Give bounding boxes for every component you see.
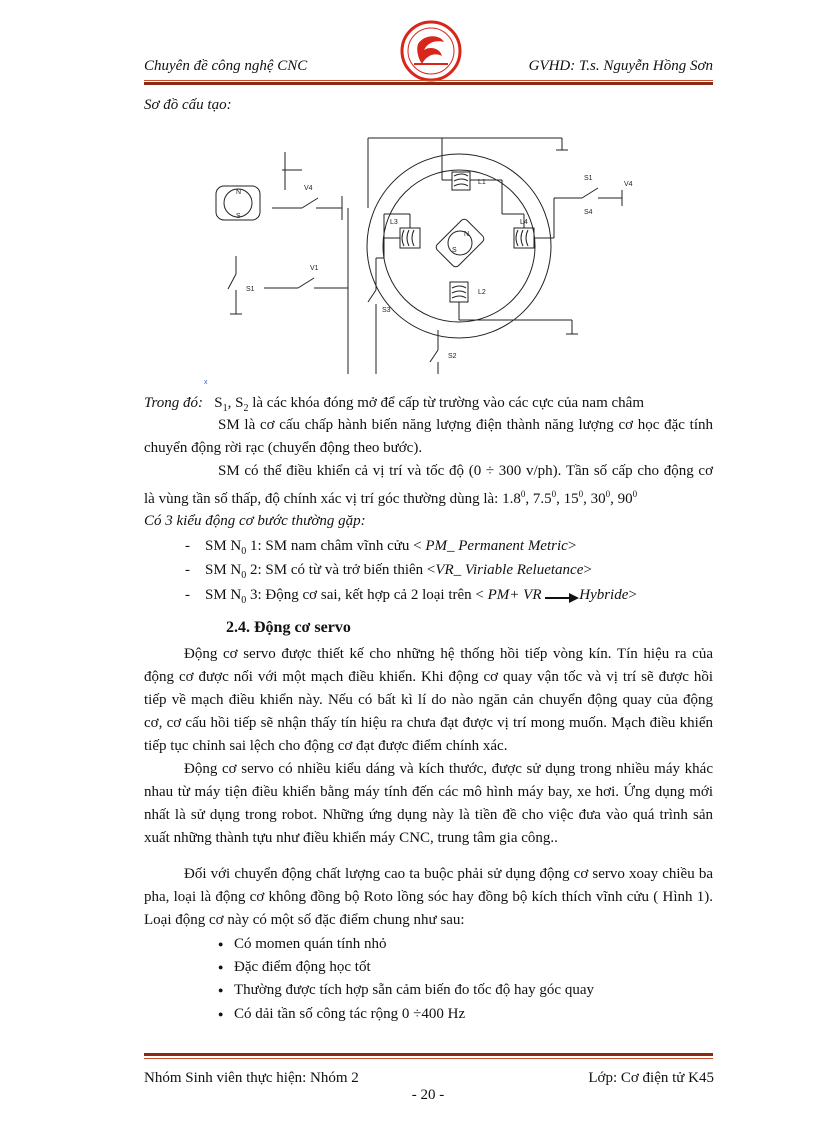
bullet-item: ● Đặc điểm động học tốt bbox=[234, 957, 371, 977]
footer-right: Lớp: Cơ điện tử K45 bbox=[588, 1070, 714, 1086]
bullet-item: ● Có dải tần số công tác rộng 0 ÷400 Hz bbox=[234, 1004, 465, 1024]
header-left-title: Chuyên đề công nghệ CNC bbox=[144, 58, 308, 74]
where-line: Trong đó: $S_1$, $S_2$ là các khóa đóng mở để cấp từ trường vào các cực của nam châm bbox=[144, 395, 644, 414]
svg-text:S: S bbox=[452, 247, 457, 254]
footer-divider bbox=[144, 1058, 713, 1059]
paragraph-servo-1: Động cơ servo được thiết kế cho những hệ thống hồi tiếp vòng kín. Tín hiệu ra của động cơ được nối với một mạch điều khiển. Khi động cơ quay vận tốc và vị trí sẽ được hồi tiếp về mạch điều khiển này. Nếu có bất kì lí do nào ngăn cản chuyển động quay của động cơ, cơ cấu hồi tiếp sẽ nhận thấy tín hiệu ra chưa đạt được vị trí mong muốn. Mạch điều khiển tiếp tục chỉnh sai lệch cho động cơ đạt được điểm chính xác. bbox=[144, 646, 713, 754]
types-heading: Có 3 kiểu động cơ bước thường gặp: bbox=[144, 513, 366, 529]
svg-text:L3: L3 bbox=[390, 219, 398, 226]
section-title: 2.4. Động cơ servo bbox=[226, 619, 351, 636]
sm-definition: SM là cơ cấu chấp hành biến năng lượng điện thành năng lượng cơ học đặc tính chuyển động rời rạc (chuyển động theo bước). bbox=[144, 417, 713, 456]
arrow-right-icon bbox=[545, 589, 579, 599]
page-number: - 20 - bbox=[411, 1087, 445, 1103]
svg-text:V4: V4 bbox=[304, 185, 313, 192]
diagram-caption: Sơ đồ cấu tạo: bbox=[144, 97, 232, 113]
svg-text:L1: L1 bbox=[478, 179, 486, 186]
svg-text:N: N bbox=[236, 189, 242, 196]
where-label: Trong đó: bbox=[144, 395, 204, 411]
stepper-motor-diagram bbox=[202, 134, 636, 386]
svg-text:N: N bbox=[464, 231, 470, 238]
bullet-item: ● Có momen quán tính nhỏ bbox=[234, 934, 387, 954]
where-text: là các khóa đóng mở để cấp từ trường vào các cực của nam châm bbox=[252, 395, 644, 411]
svg-text:L4: L4 bbox=[520, 219, 528, 226]
footer-left: Nhóm Sinh viên thực hiện: Nhóm 2 bbox=[144, 1070, 359, 1086]
svg-text:V1: V1 bbox=[310, 265, 319, 272]
svg-text:S: S bbox=[236, 213, 241, 220]
header-right-title: GVHD: T.s. Nguyễn Hồng Sơn bbox=[528, 58, 713, 74]
university-logo-icon bbox=[400, 20, 462, 82]
svg-text:S1: S1 bbox=[584, 175, 593, 182]
svg-text:S4: S4 bbox=[584, 209, 593, 216]
footer-divider-thick bbox=[144, 1053, 713, 1056]
header-divider-thick bbox=[144, 82, 713, 85]
svg-text:S2: S2 bbox=[448, 353, 457, 360]
paragraph-servo-3: Đối với chuyển động chất lượng cao ta buộc phải sử dụng động cơ servo xoay chiều ba pha, loại là động cơ không đồng bộ Roto lồng sóc hay đồng bộ kích thích vĩnh cửu ( Hình 1). Loại động cơ này có một số đặc điểm chung như sau: bbox=[144, 866, 713, 928]
svg-text:V4: V4 bbox=[624, 181, 633, 188]
svg-text:S1: S1 bbox=[246, 286, 255, 293]
svg-text:L2: L2 bbox=[478, 289, 486, 296]
list-item: - SM $N_0$ 3: Động cơ sai, kết hợp cả 2 loại trên < PM+ VR Hybride> bbox=[185, 587, 637, 606]
stator-inner-ring bbox=[383, 170, 535, 322]
header-divider bbox=[144, 80, 713, 81]
paragraph-servo-2: Động cơ servo có nhiều kiểu dáng và kích thước, được sử dụng trong nhiều máy khác nhau từ máy tiện điều khiển bằng máy tính đến các mô hình máy bay, xe hơi. Ứng dụng mới nhất là sử dụng trong robot. Những ứng dụng này là tiền đề cho việc đưa vào quá trình sản xuất những thành tựu như điều khiển máy CNC, trung tâm gia công.. bbox=[144, 761, 713, 846]
list-item: - SM $N_0$ 1: SM nam châm vĩnh cửu < PM_ Permanent Metric> bbox=[185, 538, 577, 557]
svg-text:x: x bbox=[204, 379, 208, 386]
bullet-item: ● Thường được tích hợp sẵn cảm biến đo tốc độ hay góc quay bbox=[234, 980, 594, 1000]
list-item: - SM $N_0$ 2: SM có từ và trở biến thiên <VR_ Viriable Reluetance> bbox=[185, 562, 592, 581]
sm-control: SM có thể điều khiển cả vị trí và tốc độ (0 ÷ 300 v/ph). Tần số cấp cho động cơ là vùng tần số thấp, độ chính xác vị trí góc thường dùng là: $1.8^0$, $7.5^0$, $15^0$, $30^0$, $90^0$ bbox=[144, 463, 713, 507]
svg-text:S3: S3 bbox=[382, 307, 391, 314]
